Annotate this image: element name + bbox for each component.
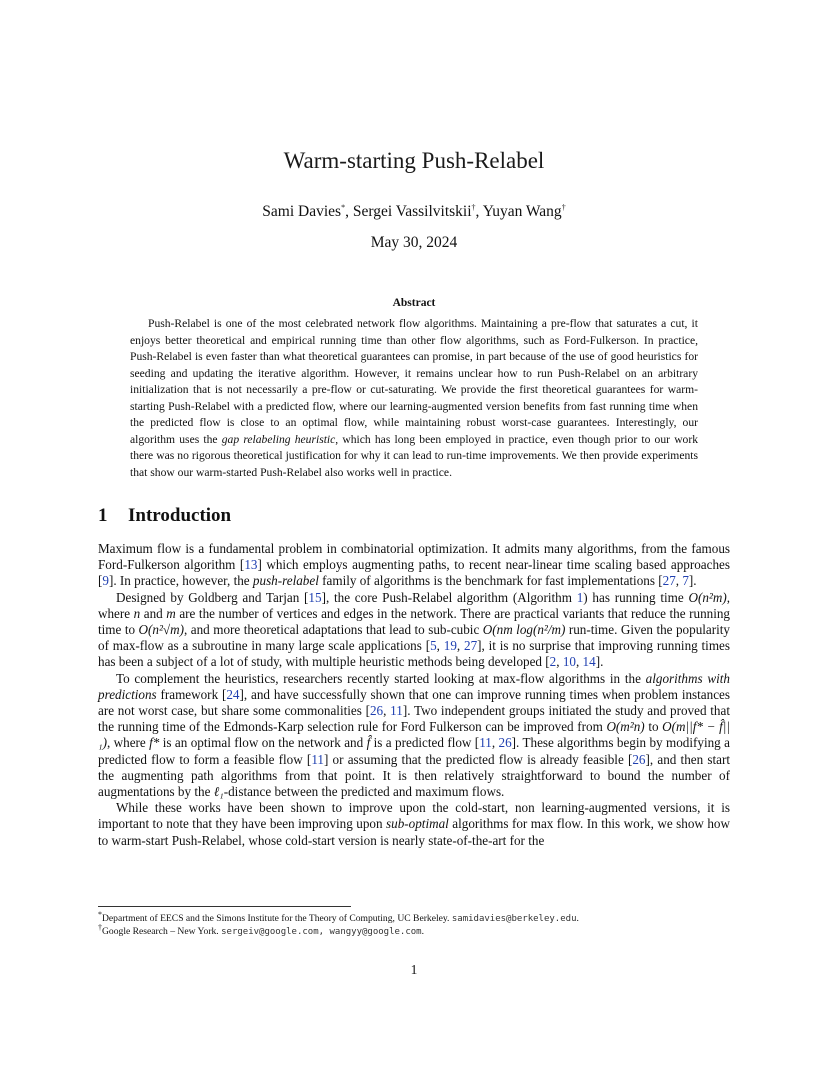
text-run: ]. In practice, however, the [108, 573, 253, 589]
paragraph [98, 800, 730, 849]
text-run: Maximum flow is a fundamental problem in combinatorial optimization. It admits many algorithms, from the famous Ford-Fulkerson algorithm [ [98, 541, 730, 573]
abstract-heading: Abstract [392, 297, 436, 309]
citation-link[interactable]: 11 [311, 751, 324, 767]
footnote [98, 922, 738, 939]
footnote-mark: * [98, 909, 102, 919]
footnote [98, 909, 738, 926]
text-run: ]. [688, 573, 697, 589]
text-run: ]. Two independent groups initiated the study and proved that the running time of the Edmonds-Karp selection rule for Ford Fulkerson can be improved from [98, 703, 730, 735]
text-run: run-time. Given the popularity of max-flow as a subroutine in many large scale applications [ [98, 622, 730, 654]
citation-link[interactable]: 26 [632, 751, 646, 767]
section-title: Introduction [128, 505, 232, 526]
text-run: . [576, 913, 579, 924]
citation-link[interactable]: 11 [390, 703, 403, 719]
abstract-text: , which has long been employed in practice, even though prior to our work there was no rigorous theoretical justification for why it can lead to run-time improvements. We then provide experiments that show our warm-started Push-Relabel also works well in practice. [130, 432, 699, 479]
paper-title: Warm-starting Push-Relabel [283, 148, 545, 173]
citation-link[interactable]: 27 [662, 573, 676, 589]
footnote-mark: † [98, 922, 102, 932]
text-run: ]. These algorithms begin by modifying a predicted flow to form a feasible flow [ [98, 735, 730, 767]
text-run: , where [98, 589, 730, 621]
text-run: ] which employs augmenting paths, to recent near-linear time scaling based approaches [ [98, 557, 730, 589]
text-run: Designed by Goldberg and Tarjan [ [116, 589, 309, 605]
citation-link[interactable]: 27 [464, 638, 478, 654]
abstract-italic-term: gap relabeling heuristic [221, 432, 336, 446]
math-expression: f̂ [366, 735, 371, 751]
math-expression: f* [149, 735, 160, 751]
abstract-text: Push-Relabel is one of the most celebrated network flow algorithms. Maintaining a pre-flow that saturates a cut, it enjoys better theoretical and empirical running time than other flow algorithms, such as Ford-Fulkerson. In practice, Push-Relabel is even faster than what theoretical guarantees can promise, in part because of the use of good heuristics for seeding and updating the iterative algorithm. However, it remains unclear how to run Push-Relabel on an arbitrary initialization that is not necessarily a pre-flow or cut-saturating. We provide the first theoretical guarantees for warm-starting Push-Relabel with a predicted flow, where our learning-augmented version benefits from fast running time when the predicted flow is close to an optimal flow, while maintaining robust worst-case guarantees. Interestingly, our algorithm uses the [130, 317, 698, 446]
abstract-body [130, 316, 698, 481]
email-link[interactable]: samidavies@berkeley.edu [451, 914, 577, 924]
author-name: Yuyan Wang [482, 203, 562, 220]
text-run: , [456, 638, 465, 654]
footnote-rule [98, 906, 351, 907]
math-expression: m [166, 605, 176, 621]
footnote-mark: † [561, 202, 566, 212]
citation-link[interactable]: 11 [479, 735, 492, 751]
citation-link[interactable]: 26 [498, 735, 512, 751]
text-run: -distance between the predicted and maximum flows. [223, 784, 505, 800]
text-run: , [575, 654, 583, 670]
text-run: ) has running time [583, 589, 689, 605]
text-run: , [383, 703, 391, 719]
algorithm-link[interactable]: 1 [576, 589, 584, 605]
citation-link[interactable]: 2 [549, 654, 557, 670]
text-run: , [491, 735, 499, 751]
author-name: Sergei Vassilvitskii [352, 203, 472, 220]
italic-term: push-relabel [252, 573, 319, 589]
text-run: , [436, 638, 444, 654]
paragraph [98, 541, 730, 590]
math-expression: O(nm log(n²/m) [482, 622, 566, 638]
text-run: ], it is no surprise that improving running times has been a subject of a lot of study, with multiple heuristic methods being developed [ [98, 638, 730, 670]
text-run: ], and then start the augmenting path algorithms from that point. It is then relatively straightforward to bound the number of augmentations by the [98, 751, 730, 800]
text-run: is an optimal flow on the network and [159, 735, 367, 751]
text-run: While these works have been shown to improve upon the cold-start, non learning-augmented versions, it is important to note that they have been improving upon [98, 800, 730, 832]
page-number: 1 [410, 962, 418, 977]
text-run: ]. [595, 654, 604, 670]
text-run: is a predicted flow [ [370, 735, 480, 751]
citation-link[interactable]: 14 [582, 654, 596, 670]
footnote-text: Google Research – New York. [102, 926, 222, 937]
footnote-text: Department of EECS and the Simons Institute for the Theory of Computing, UC Berkeley. [102, 913, 452, 924]
citation-link[interactable]: 5 [430, 638, 437, 654]
citation-link[interactable]: 7 [682, 573, 689, 589]
italic-term: algorithms with predictions [98, 670, 730, 702]
introduction-body [98, 541, 730, 849]
math-expression: O(n²m) [688, 589, 727, 605]
citation-link[interactable]: 26 [369, 703, 384, 719]
section-number: 1 [98, 505, 108, 526]
citation-link[interactable]: 24 [226, 686, 240, 702]
math-expression: O(m||f* − f̂||₁) [98, 719, 730, 751]
math-expression: O(m²n) [606, 719, 645, 735]
text-run: ], and have successfully shown that one can improve running times when problem instances are not worst case, but share some commonalities [ [98, 686, 730, 719]
text-run: , [675, 573, 683, 589]
section-heading [98, 504, 231, 528]
paragraph [98, 590, 730, 671]
text-run: algorithms for max flow. In this work, we show how to warm-start Push-Relabel, whose cold-start version is nearly state-of-the-art for the [98, 816, 730, 848]
text-run: family of algorithms is the benchmark for fast implementations [ [318, 573, 663, 589]
italic-term: sub-optimal [386, 816, 449, 832]
text-run: , and more theoretical adaptations that lead to sub-cubic [184, 622, 483, 638]
email-link[interactable]: sergeiv@google.com, wangyy@google.com [221, 927, 422, 937]
citation-link[interactable]: 9 [102, 573, 109, 589]
text-run: to [644, 719, 663, 735]
citation-link[interactable]: 10 [562, 654, 576, 670]
footnote-mark: * [341, 202, 346, 212]
citation-link[interactable]: 15 [308, 589, 322, 605]
author-name: Sami Davies [262, 203, 342, 220]
text-run: ] or assuming that the predicted flow is already feasible [ [323, 751, 633, 767]
text-run: framework [ [156, 686, 227, 702]
author-list: Sami Davies*, Sergei Vassilvitskii†, Yuyan Wang† [262, 202, 566, 220]
text-run: ], the core Push-Relabel algorithm (Algorithm [321, 589, 577, 605]
math-expression: O(n²√m) [138, 622, 185, 638]
text-run: and [140, 605, 167, 621]
text-run: To complement the heuristics, researchers recently started looking at max-flow algorithms in the [116, 670, 646, 686]
paragraph [98, 671, 730, 801]
math-expression: n [133, 605, 141, 621]
text-run: . [421, 926, 424, 937]
footnote-mark: † [471, 202, 476, 212]
paper-date: May 30, 2024 [370, 234, 458, 251]
text-run: , where [106, 735, 150, 751]
citation-link[interactable]: 19 [443, 638, 457, 654]
text-run: are the number of vertices and edges in the network. There are practical variants that reduce the running time to [98, 605, 731, 638]
math-expression: ℓ₁ [213, 784, 224, 800]
text-run: , [556, 654, 563, 670]
citation-link[interactable]: 13 [244, 557, 258, 573]
